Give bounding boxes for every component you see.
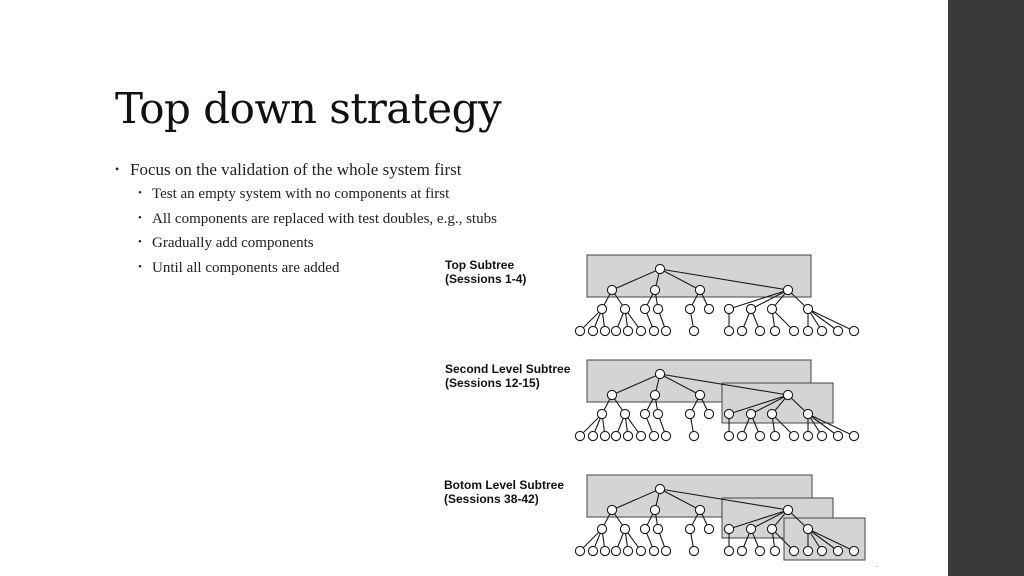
sub-bullet-item <box>138 235 314 252</box>
tree-node <box>704 409 713 418</box>
highlight-box <box>722 383 833 423</box>
tree-node <box>653 524 662 533</box>
tree-node <box>724 304 733 313</box>
tree-node <box>803 546 812 555</box>
tree-node <box>588 431 597 440</box>
tree-node <box>623 326 632 335</box>
bullet-text: Until all components are added <box>152 260 340 276</box>
tree-node <box>689 326 698 335</box>
tree-node <box>650 505 659 514</box>
subtree-panel <box>575 255 858 336</box>
tree-node <box>689 431 698 440</box>
tree-node <box>849 326 858 335</box>
tree-node <box>661 546 670 555</box>
tree-node <box>833 326 842 335</box>
tree-node <box>653 409 662 418</box>
labels-layer <box>444 258 571 506</box>
tree-node <box>724 326 733 335</box>
tree-node <box>685 409 694 418</box>
tree-node <box>737 326 746 335</box>
panel-subtitle: (Sessions 38-42) <box>444 492 539 506</box>
tree-node <box>607 285 616 294</box>
panel-subtitle: (Sessions 12-15) <box>445 376 540 390</box>
tree-node <box>724 546 733 555</box>
tree-node <box>685 524 694 533</box>
tree-node <box>611 431 620 440</box>
tree-node <box>849 546 858 555</box>
panels-layer <box>575 255 865 560</box>
tree-node <box>746 409 755 418</box>
tree-node <box>636 546 645 555</box>
panel-title: Top Subtree <box>445 258 515 272</box>
tree-node <box>636 326 645 335</box>
tree-node <box>803 326 812 335</box>
tree-node <box>746 524 755 533</box>
tree-node <box>575 546 584 555</box>
panel-title: Botom Level Subtree <box>444 478 565 492</box>
tree-node <box>607 390 616 399</box>
tree-node <box>704 524 713 533</box>
tree-node <box>600 431 609 440</box>
bullet-dot: • <box>138 236 142 248</box>
tree-node <box>575 431 584 440</box>
sub-bullet-item <box>138 211 497 228</box>
tree-node <box>849 431 858 440</box>
tree-node <box>640 524 649 533</box>
tree-node <box>783 285 792 294</box>
tree-node <box>689 546 698 555</box>
tree-node <box>655 369 664 378</box>
tree-node <box>746 304 755 313</box>
subtree-diagram <box>430 245 900 576</box>
tree-node <box>817 431 826 440</box>
tree-node <box>695 285 704 294</box>
tree-node <box>640 409 649 418</box>
tree-node <box>649 326 658 335</box>
tree-node <box>650 285 659 294</box>
tree-node <box>783 505 792 514</box>
tree-node <box>803 524 812 533</box>
tree-node <box>724 409 733 418</box>
tree-node <box>607 505 616 514</box>
tree-node <box>597 304 606 313</box>
bullet-dot: • <box>138 212 142 224</box>
panel-title: Second Level Subtree <box>445 362 571 376</box>
tree-node <box>833 431 842 440</box>
bullet-dot: • <box>115 162 120 176</box>
tree-node <box>767 524 776 533</box>
tree-node <box>655 484 664 493</box>
bullet-item <box>115 160 462 180</box>
sub-bullet-item <box>138 260 340 277</box>
bullet-text: Gradually add components <box>152 235 314 251</box>
tree-node <box>767 304 776 313</box>
tree-node <box>650 390 659 399</box>
dark-sidebar <box>948 0 1024 576</box>
tree-node <box>620 304 629 313</box>
tree-node <box>755 546 764 555</box>
bullet-dot: • <box>138 261 142 273</box>
panel-subtitle: (Sessions 1-4) <box>445 272 527 286</box>
slide-title: Top down strategy <box>115 84 502 133</box>
tree-node <box>817 326 826 335</box>
tree-node <box>833 546 842 555</box>
tree-node <box>767 409 776 418</box>
tree-node <box>611 546 620 555</box>
tree-node <box>600 326 609 335</box>
tree-node <box>588 326 597 335</box>
tree-node <box>755 326 764 335</box>
tree-node <box>661 326 670 335</box>
tree-node <box>724 431 733 440</box>
tree-node <box>803 409 812 418</box>
tree-node <box>789 431 798 440</box>
tree-node <box>649 546 658 555</box>
tree-node <box>803 431 812 440</box>
tree-node <box>588 546 597 555</box>
tree-node <box>620 409 629 418</box>
bullet-text: Test an empty system with no components at first <box>152 186 450 202</box>
tree-node <box>737 431 746 440</box>
tree-node <box>661 431 670 440</box>
tree-node <box>770 546 779 555</box>
tree-node <box>755 431 764 440</box>
tree-node <box>770 326 779 335</box>
tree-node <box>817 546 826 555</box>
tree-node <box>597 524 606 533</box>
tree-node <box>653 304 662 313</box>
tree-node <box>597 409 606 418</box>
tree-node <box>789 546 798 555</box>
tree-node <box>789 326 798 335</box>
bullet-dot: • <box>138 187 142 199</box>
tree-node <box>640 304 649 313</box>
tree-node <box>620 524 629 533</box>
tree-node <box>600 546 609 555</box>
tree-node <box>575 326 584 335</box>
tree-node <box>636 431 645 440</box>
tree-node <box>623 431 632 440</box>
tree-node <box>737 546 746 555</box>
tree-node <box>783 390 792 399</box>
subtree-panel <box>575 360 858 441</box>
tree-node <box>611 326 620 335</box>
sub-bullet-item <box>138 186 450 203</box>
bullet-text: Focus on the validation of the whole system first <box>130 160 462 179</box>
footer-mark: . <box>876 560 879 569</box>
tree-node <box>685 304 694 313</box>
subtree-panel <box>575 475 865 560</box>
tree-node <box>704 304 713 313</box>
tree-node <box>803 304 812 313</box>
tree-node <box>655 264 664 273</box>
tree-node <box>695 505 704 514</box>
tree-node <box>623 546 632 555</box>
tree-node <box>770 431 779 440</box>
bullet-text: All components are replaced with test doubles, e.g., stubs <box>152 211 497 227</box>
tree-node <box>695 390 704 399</box>
tree-node <box>724 524 733 533</box>
tree-node <box>649 431 658 440</box>
